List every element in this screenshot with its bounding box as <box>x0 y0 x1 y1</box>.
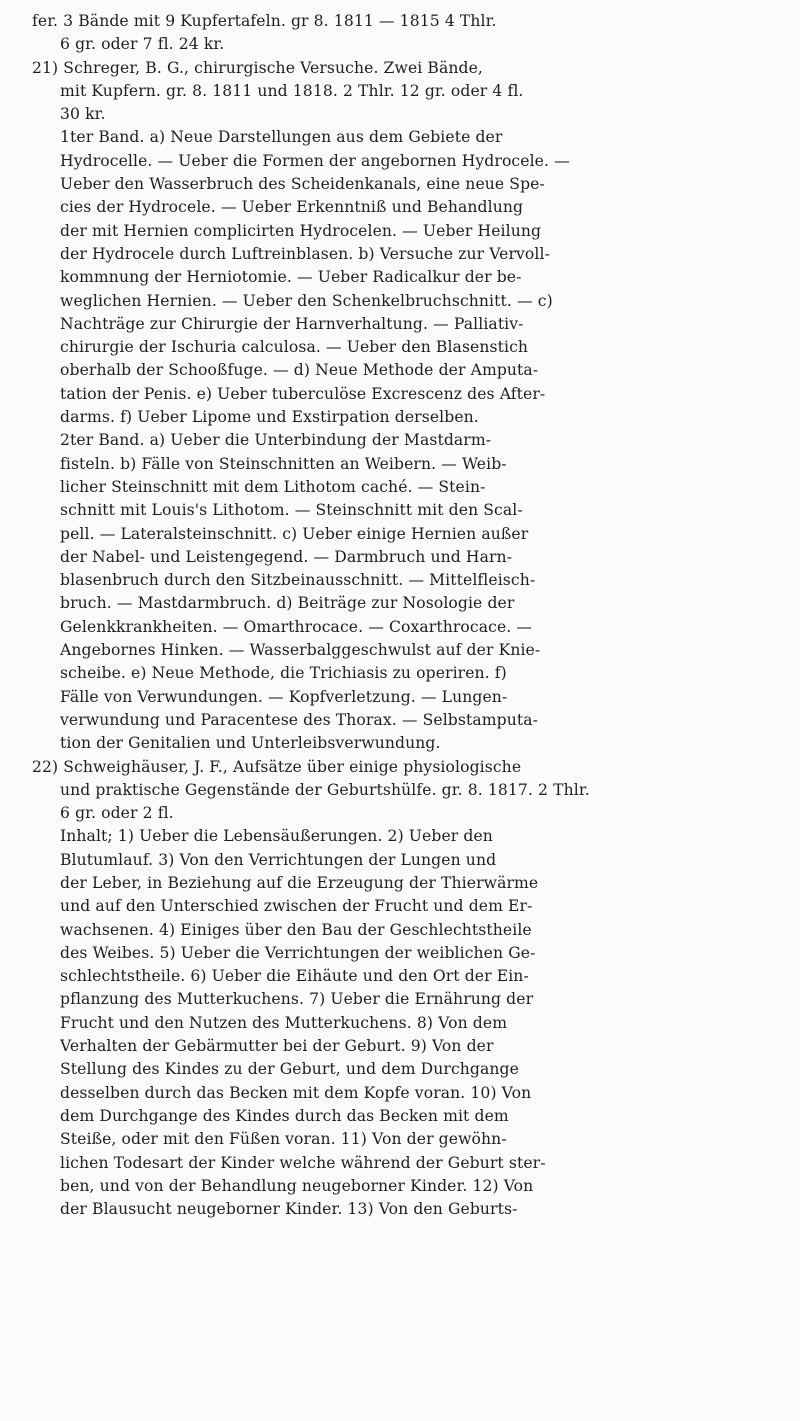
text-line: Nachträge zur Chirurgie der Harnverhaltung. — Palliativ- <box>60 314 524 333</box>
text-line: 21) Schreger, B. G., chirurgische Versuche. Zwei Bände, <box>32 58 483 77</box>
text-line: 30 kr. <box>60 105 106 124</box>
text-line: weglichen Hernien. — Ueber den Schenkelbruchschnitt. — c) <box>60 291 553 310</box>
text-line: der Leber, in Beziehung auf die Erzeugung der Thierwärme <box>60 873 539 892</box>
text-line: 22) Schweighäuser, J. F., Aufsätze über einige physiologische <box>32 757 522 776</box>
text-line: tion der Genitalien und Unterleibsverwundung. <box>60 734 441 753</box>
text-line: pflanzung des Mutterkuchens. 7) Ueber die Ernährung der <box>60 990 534 1009</box>
page-text <box>32 10 782 1245</box>
text-line: der Blausucht neugeborner Kinder. 13) Von den Geburts- <box>60 1200 518 1219</box>
text-line: des Weibes. 5) Ueber die Verrichtungen der weiblichen Ge- <box>60 943 536 962</box>
text-line: fisteln. b) Fälle von Steinschnitten an Weibern. — Weib- <box>60 454 507 473</box>
text-line: bruch. — Mastdarmbruch. d) Beiträge zur Nosologie der <box>60 594 515 613</box>
text-line: lichen Todesart der Kinder welche während der Geburt ster- <box>60 1153 546 1172</box>
text-line: mit Kupfern. gr. 8. 1811 und 1818. 2 Thlr. 12 gr. oder 4 fl. <box>60 81 524 100</box>
text-line: und auf den Unterschied zwischen der Frucht und dem Er- <box>60 897 533 916</box>
text-line <box>32 1221 782 1244</box>
text-line: schlechtstheile. 6) Ueber die Eihäute und den Ort der Ein- <box>60 967 529 986</box>
text-line: oberhalb der Schooßfuge. — d) Neue Methode der Amputa- <box>60 361 539 380</box>
text-line: Frucht und den Nutzen des Mutterkuchens. 8) Von dem <box>60 1013 508 1032</box>
text-line: 6 gr. oder 2 fl. <box>60 804 174 823</box>
text-line: dem Durchgange des Kindes durch das Becken mit dem <box>60 1106 509 1125</box>
text-line: Blutumlauf. 3) Von den Verrichtungen der Lungen und <box>60 850 497 869</box>
text-line: scheibe. e) Neue Methode, die Trichiasis zu operiren. f) <box>60 664 507 683</box>
text-line: blasenbruch durch den Sitzbeinausschnitt. — Mittelfleisch- <box>60 571 536 590</box>
text-line: und praktische Gegenstände der Geburtshülfe. gr. 8. 1817. 2 Thlr. <box>60 780 590 799</box>
text-line: Fälle von Verwundungen. — Kopfverletzung. — Lungen- <box>60 687 508 706</box>
text-line: licher Steinschnitt mit dem Lithotom caché. — Stein- <box>60 477 486 496</box>
text-line: Angebornes Hinken. — Wasserbalggeschwulst auf der Knie- <box>60 641 541 660</box>
text-line: 6 gr. oder 7 fl. 24 kr. <box>60 35 225 54</box>
text-line: Stellung des Kindes zu der Geburt, und dem Durchgange <box>60 1060 519 1079</box>
text-line: fer. 3 Bände mit 9 Kupfertafeln. gr 8. 1811 — 1815 4 Thlr. <box>32 12 497 30</box>
text-line: der Nabel- und Leistengegend. — Darmbruch und Harn- <box>60 547 513 566</box>
text-line: der Hydrocele durch Luftreinblasen. b) Versuche zur Vervoll- <box>60 244 550 263</box>
text-line: kommnung der Herniotomie. — Ueber Radicalkur der be- <box>60 268 522 287</box>
text-line: Inhalt; 1) Ueber die Lebensäußerungen. 2) Ueber den <box>60 827 493 846</box>
text-line: Verhalten der Gebärmutter bei der Geburt. 9) Von der <box>60 1037 494 1056</box>
text-line: schnitt mit Louis's Lithotom. — Steinschnitt mit den Scal- <box>60 501 523 520</box>
text-line: Gelenkkrankheiten. — Omarthrocace. — Coxarthrocace. — <box>60 617 533 636</box>
text-line: Hydrocelle. — Ueber die Formen der angebornen Hydrocele. — <box>60 151 570 170</box>
text-line: cies der Hydrocele. — Ueber Erkenntniß und Behandlung <box>60 198 524 217</box>
text-line: tation der Penis. e) Ueber tuberculöse Excrescenz des After- <box>60 384 546 403</box>
text-line: wachsenen. 4) Einiges über den Bau der Geschlechtstheile <box>60 920 532 939</box>
text-line: 2ter Band. a) Ueber die Unterbindung der Mastdarm- <box>60 431 492 450</box>
text-line: desselben durch das Becken mit dem Kopfe voran. 10) Von <box>60 1083 532 1102</box>
text-line: 1ter Band. a) Neue Darstellungen aus dem Gebiete der <box>60 128 503 147</box>
text-line: verwundung und Paracentese des Thorax. — Selbstamputa- <box>60 710 538 729</box>
text-line: chirurgie der Ischuria calculosa. — Ueber den Blasenstich <box>60 338 529 357</box>
text-line: Ueber den Wasserbruch des Scheidenkanals, eine neue Spe- <box>60 175 545 194</box>
text-line: pell. — Lateralsteinschnitt. c) Ueber einige Hernien außer <box>60 524 529 543</box>
text-line: darms. f) Ueber Lipome und Exstirpation derselben. <box>60 408 479 427</box>
text-line: der mit Hernien complicirten Hydrocelen. — Ueber Heilung <box>60 221 542 240</box>
text-line: Steiße, oder mit den Füßen voran. 11) Von der gewöhn- <box>60 1130 507 1149</box>
text-line: ben, und von der Behandlung neugeborner Kinder. 12) Von <box>60 1176 534 1195</box>
